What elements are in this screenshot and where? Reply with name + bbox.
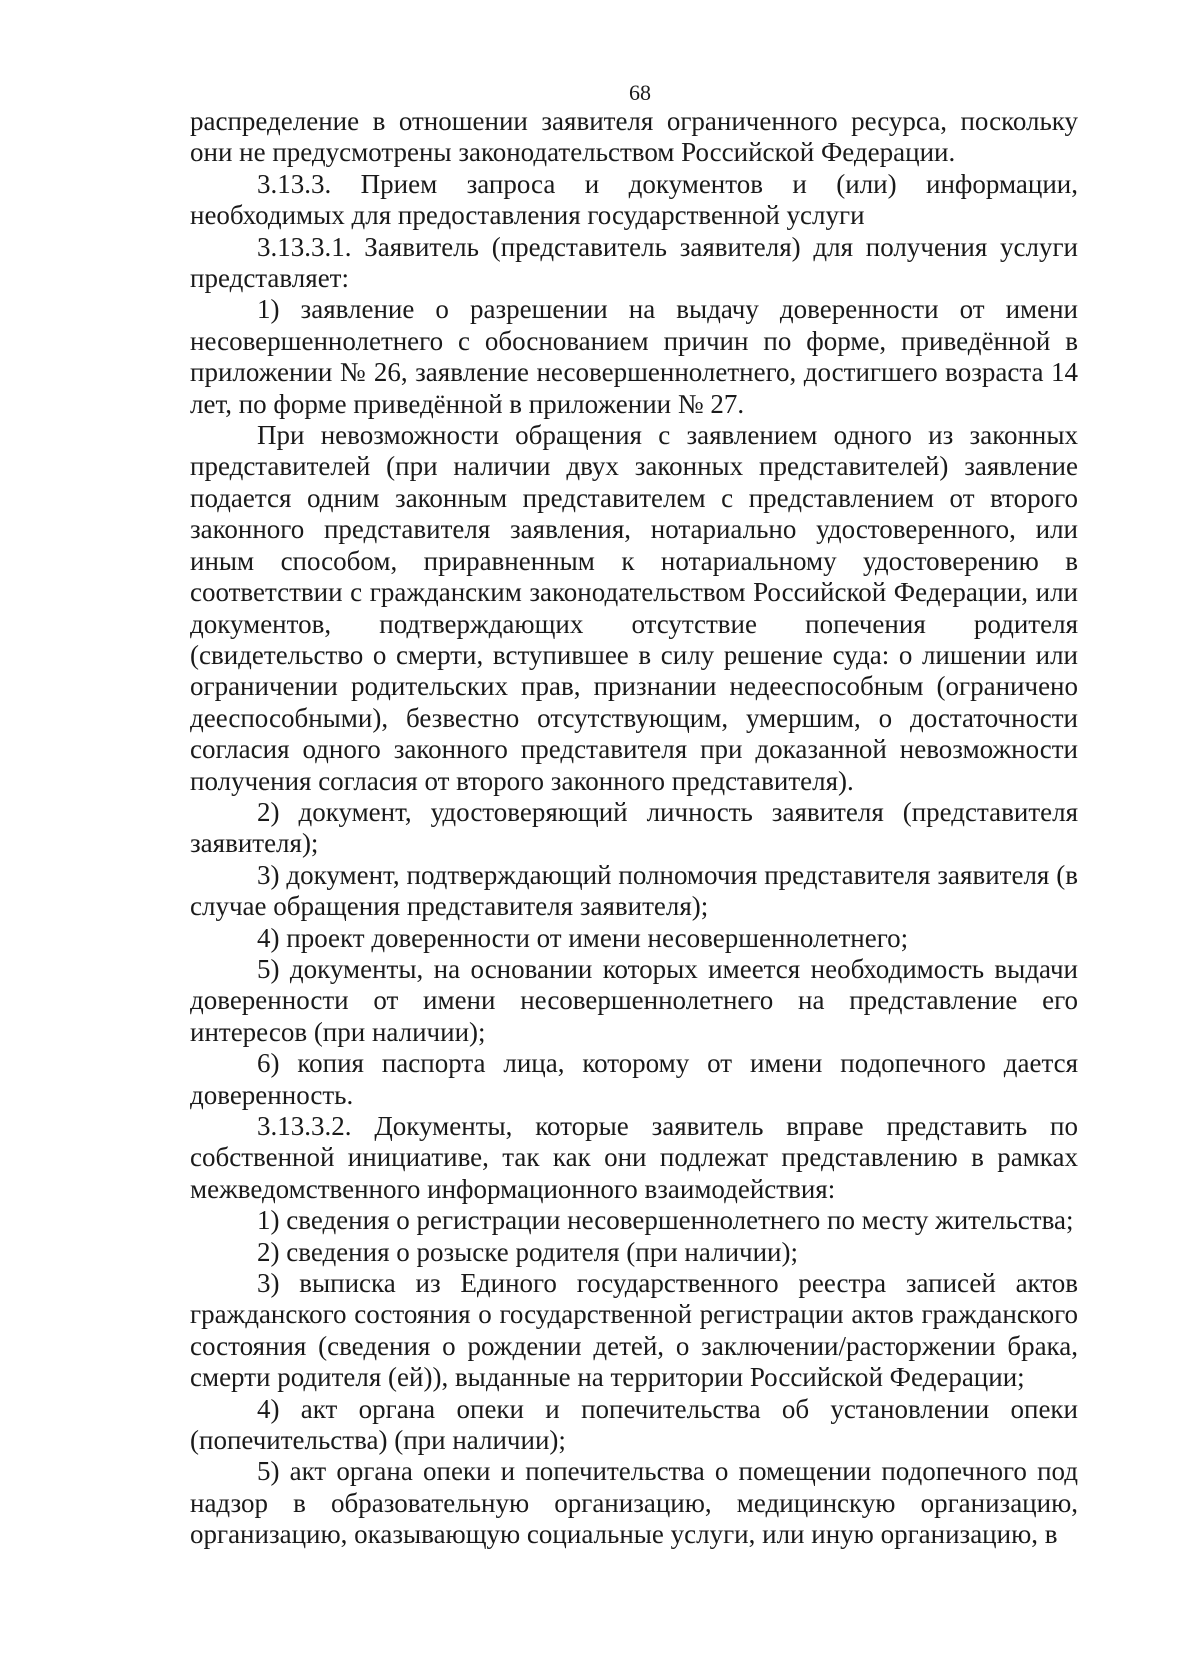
- paragraph: 3.13.3.1. Заявитель (представитель заявителя) для получения услуги представляет:: [190, 231, 1078, 294]
- page-number: 68: [629, 80, 651, 105]
- list-item: 4) акт органа опеки и попечительства об установлении опеки (попечительства) (при наличии);: [190, 1393, 1078, 1456]
- list-item: 5) акт органа опеки и попечительства о помещении подопечного под надзор в образовательную организацию, медицинскую организацию, организацию, оказывающую социальные услуги, или иную организацию, в: [190, 1456, 1078, 1550]
- document-body: [190, 106, 1078, 1551]
- list-item: 2) документ, удостоверяющий личность заявителя (представителя заявителя);: [190, 796, 1078, 859]
- list-item: 6) копия паспорта лица, которому от имени подопечного дается доверенность.: [190, 1048, 1078, 1110]
- list-item: 4) проект доверенности от имени несовершеннолетнего;: [257, 922, 909, 953]
- paragraph: распределение в отношении заявителя ограниченного ресурса, поскольку они не предусмотрены законодательством Российской Федерации.: [190, 106, 1078, 168]
- paragraph: При невозможности обращения с заявлением одного из законных представителей (при наличии двух законных представителей) заявление подается одним законным представителем с представлением от второго законного представителя заявления, нотариально удостоверенного, или иным способом, приравненным к нотариальному удостоверению в соответствии с гражданским законодательством Российской Федерации, или документов, подтверждающих отсутствие попечения родителя (свидетельство о смерти, вступившее в силу решение суда: о лишении или ограничении родительских прав, признании недееспособным (ограничено дееспособными), безвестно отсутствующим, умершим, о достаточности согласия одного законного представителя при доказанной невозможности получения согласия от второго законного представителя).: [190, 420, 1078, 796]
- paragraph: 3.13.3.2. Документы, которые заявитель вправе представить по собственной инициативе, так как они подлежат представлению в рамках межведомственного информационного взаимодействия:: [190, 1111, 1078, 1204]
- list-item: 5) документы, на основании которых имеется необходимость выдачи доверенности от имени несовершеннолетнего на представление его интересов (при наличии);: [190, 953, 1078, 1047]
- list-item: 3) документ, подтверждающий полномочия представителя заявителя (в случае обращения представителя заявителя);: [190, 859, 1078, 922]
- list-item: 3) выписка из Единого государственного реестра записей актов гражданского состояния о государственной регистрации актов гражданского состояния (сведения о рождении детей, о заключении/расторжении брака, смерти родителя (ей)), выданные на территории Российской Федерации;: [190, 1268, 1078, 1393]
- list-item: 2) сведения о розыске родителя (при наличии);: [257, 1236, 798, 1267]
- list-item: 1) сведения о регистрации несовершеннолетнего по месту жительства;: [257, 1205, 1074, 1236]
- section-heading-3-13-3: 3.13.3. Прием запроса и документов и (или) информации, необходимых для предоставления государственной услуги: [190, 168, 1078, 231]
- list-item: 1) заявление о разрешении на выдачу доверенности от имени несовершеннолетнего с обоснованием причин по форме, приведённой в приложении № 26, заявление несовершеннолетнего, достигшего возраста 14 лет, по форме приведённой в приложении № 27.: [190, 294, 1078, 419]
